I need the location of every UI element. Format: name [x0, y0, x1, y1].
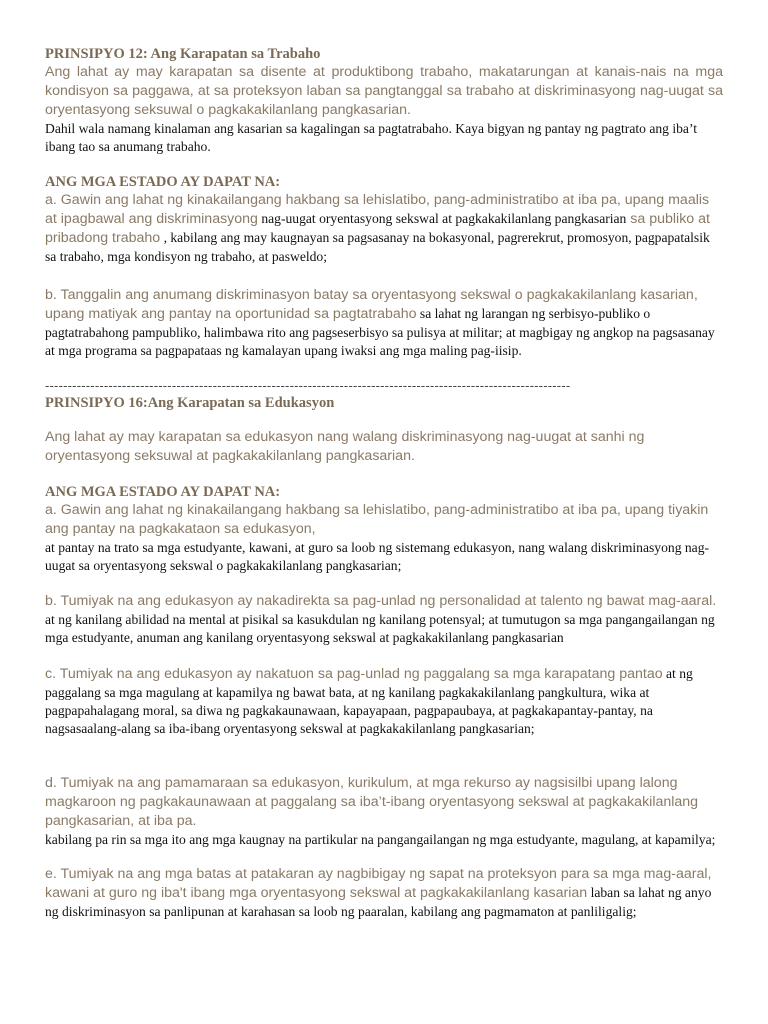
item-b16-text-2: at ng kanilang abilidad na mental at pisikal sa kasukdulan ng kanilang potensyal; at tumutugon sa mga pangangailangan ng mga estudyante, anuman ang kanilang oryentasyong sekswal at pagkakakilanlang pangkasarian [45, 612, 715, 645]
item-c-text-1: c. Tumiyak na ang edukasyon ay nakatuon sa pag-unlad ng paggalang sa mga karapatang pantao [45, 666, 663, 682]
section-separator: -------------------------------------------------------------------------------------------------------------------- [45, 378, 571, 393]
principle-16-intro: Ang lahat ay may karapatan sa edukasyon nang walang diskriminasyong nag-uugat at sanhi ng oryentasyong seksuwal at pagkakakilanlang pangkasarian. [45, 429, 645, 464]
principle-16-item-c [45, 665, 723, 738]
principle-12-title: PRINSIPYO 12: Ang Karapatan sa Trabaho [45, 46, 321, 62]
principle-16-estado-heading: ANG MGA ESTADO AY DAPAT NA: [45, 484, 281, 500]
item-e-text-2: laban sa lahat ng anyo ng diskriminasyon sa panlipunan at karahasan sa loob ng paaralan, kabilang ang pagmamaton at panliligalig; [45, 884, 712, 919]
item-b16-text-1: b. Tumiyak na ang edukasyon ay nakadirekta sa pag-unlad ng personalidad at talento ng bawat mag-aaral. [45, 593, 717, 609]
item-b-text-2: sa lahat ng larangan ng serbisyo-publiko o pagtatrabahong pampubliko, halimbawa rito ang pagseserbisyo sa pulisya at militar; at magbigay ng angkop na pagsasanay at mga programa sa pagpapataas ng kamalayan upang iwaksi ang mga maling pag-iisip. [45, 306, 715, 358]
principle-12-estado-heading: ANG MGA ESTADO AY DAPAT NA: [45, 174, 281, 190]
item-a-text-2: nag-uugat oryentasyong sekswal at pagkakakilanlang pangkasarian [257, 211, 627, 226]
principle-16-item-a-2: at pantay na trato sa mga estudyante, kawani, at guro sa loob ng sistemang edukasyon, nang walang diskriminasyong nag-uugat sa oryentasyong sekswal o pagkakakilanlang pangkasarian; [45, 540, 710, 573]
principle-16-item-e [45, 865, 723, 921]
principle-12-item-b [45, 286, 723, 360]
item-a-text-3: sa publiko at pribadong trabaho [45, 211, 710, 246]
principle-12-intro: Ang lahat ay may karapatan sa disente at produktibong trabaho, makatarungan at kanais-nais na mga kondisyon sa paggawa, at sa proteksyon laban sa pangtanggal sa trabaho at diskriminasyong nag-uugat sa oryentasyong seksuwal o pagkakakilanlang pangkasarian. [45, 64, 723, 118]
item-a-text-4: , kabilang ang may kaugnayan sa pagsasanay na bokasyonal, pagrerekrut, promosyon, pagpapatalsik sa trabaho, mga kondisyon ng trabaho, at pasweldo; [45, 230, 710, 264]
item-a-text-1: a. Gawin ang lahat ng kinakailangang hakbang sa lehislatibo, pang-administratibo at iba pa, upang maalis at ipagbawal ang diskriminasyong [45, 192, 710, 227]
principle-16-item-d-2: kabilang pa rin sa mga ito ang mga kaugnay na partikular na pangangailangan ng mga estudyante, magulang, at kapamilya; [45, 832, 716, 847]
item-e-text-1: e. Tumiyak na ang mga batas at patakaran ay nagbibigay ng sapat na proteksyon para sa mga mag-aaral, kawani at guro ng iba't ibang mga oryentasyong sekswal at pagkakakilanlang kasarian [45, 865, 712, 901]
principle-16-item-a-1: a. Gawin ang lahat ng kinakailangang hakbang sa lehislatibo, pang-administratibo at iba pa, upang tiyakin ang pantay na pagkakataon sa edukasyon, [45, 502, 709, 537]
item-c-text-2: at ng paggalang sa mga magulang at kapamilya ng bawat bata, at ng kanilang pagkakakilanlang pangkultura, wika at pagpapahalagang moral, sa diwa ng pagkakaunawaan, kapayapaan, pagpapaubaya, at pagkakapantay-pantay, na nagsasaalang-alang sa iba-ibang oryentasyong sekswal at pagkakakilanlang pangkasarian; [45, 666, 693, 736]
item-b-text-1: b. Tanggalin ang anumang diskriminasyon batay sa oryentasyong sekswal o pagkakakilanlang kasarian, upang matiyak ang pantay na oportunidad sa pagtatrabaho [45, 287, 698, 322]
principle-16-title: PRINSIPYO 16:Ang Karapatan sa Edukasyon [45, 395, 335, 411]
document-page [45, 46, 723, 921]
principle-12-note: Dahil wala namang kinalaman ang kasarian sa kagalingan sa pagtatrabaho. Kaya bigyan ng pantay ng pagtrato ang iba’t ibang tao sa anumang trabaho. [45, 121, 698, 154]
principle-12-item-a [45, 191, 723, 266]
principle-16-item-b [45, 592, 723, 647]
principle-16-item-d-1: d. Tumiyak na ang pamamaraan sa edukasyon, kurikulum, at mga rekurso ay nagsisilbi upang lalong magkaroon ng pagkakaunawaan at paggalang sa iba’t-ibang oryentasyong sekswal at pagkakakilanlang pangkasarian, at iba pa. [45, 775, 699, 829]
